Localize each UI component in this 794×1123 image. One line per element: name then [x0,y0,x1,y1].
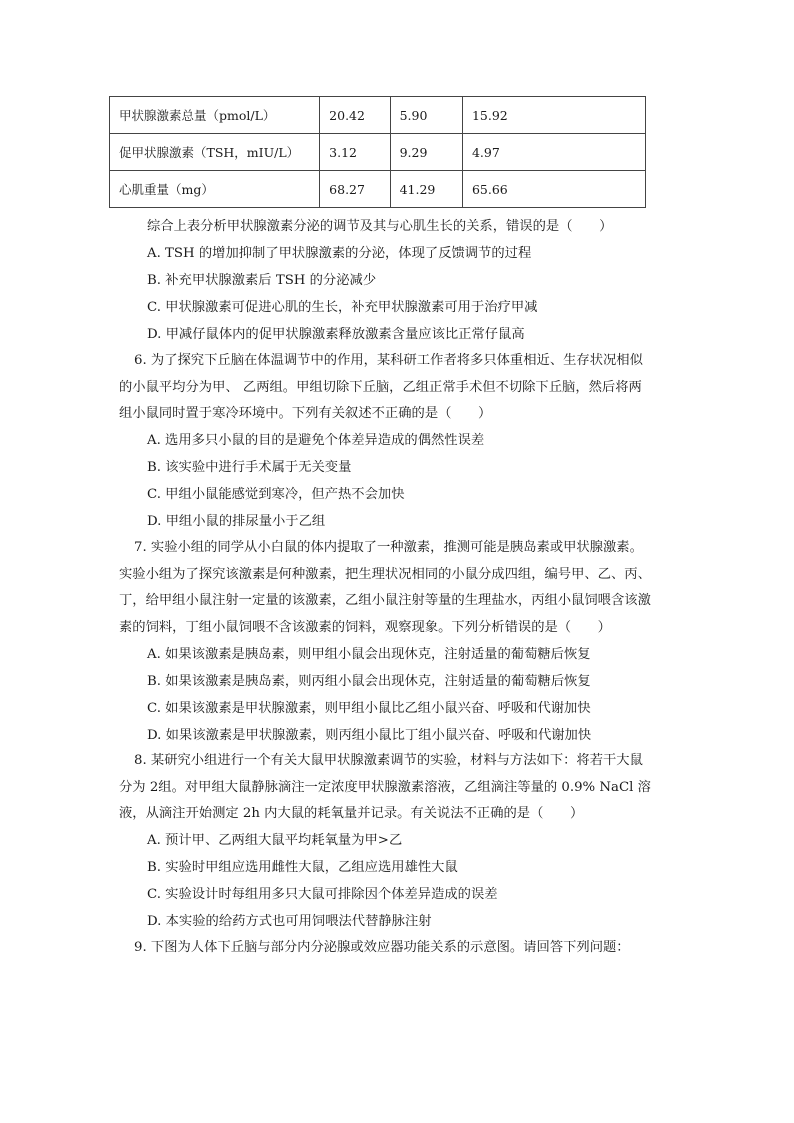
q7-option-d: D. 如果该激素是甲状腺激素，则丙组小鼠比丁组小鼠兴奋、呼吸和代谢加快 [147,728,592,743]
q6-option-a: A. 选用多只小鼠的目的是避免个体差异造成的偶然性误差 [147,433,485,448]
table-cell: 5.90 [390,97,462,134]
q6-stem-line-3: 组小鼠同时置于寒冷环境中。下列有关叙述不正确的是（ ） [119,406,492,421]
q7-stem-line-3: 丁，给甲组小鼠注射一定量的该激素，乙组小鼠注射等量的生理盐水，丙组小鼠饲喂含该激 [119,593,651,608]
q5-option-c: C. 甲状腺激素可促进心肌的生长，补充甲状腺激素可用于治疗甲减 [147,300,538,315]
table-cell: 20.42 [320,97,390,134]
table-cell: 3.12 [320,134,390,171]
row-label: 心肌重量（mg） [110,171,320,208]
table-row [110,134,646,171]
q7-option-b: B. 如果该激素是胰岛素，则丙组小鼠会出现休克，注射适量的葡萄糖后恢复 [147,674,591,689]
q7-stem-line-2: 实验小组为了探究该激素是何种激素，把生理状况相同的小鼠分成四组，编号甲、乙、丙、 [119,567,651,582]
table-cell: 9.29 [390,134,462,171]
q5-stem: 综合上表分析甲状腺激素分泌的调节及其与心肌生长的关系，错误的是（ ） [147,219,613,234]
row-label: 甲状腺激素总量（pmol/L） [110,97,320,134]
q8-stem-line-3: 液，从滴注开始测定 2h 内大鼠的耗氧量并记录。有关说法不正确的是（ ） [119,806,584,821]
q7-stem-line-4: 素的饲料，丁组小鼠饲喂不含该激素的饲料，观察现象。下列分析错误的是（ ） [119,620,611,635]
q8-option-d: D. 本实验的给药方式也可用饲喂法代替静脉注射 [147,914,432,929]
q8-option-a: A. 预计甲、乙两组大鼠平均耗氧量为甲>乙 [147,833,403,848]
q8-stem-line-1: 8. 某研究小组进行一个有关大鼠甲状腺激素调节的实验，材料与方法如下：将若干大鼠 [134,753,643,768]
q8-option-c: C. 实验设计时每组用多只大鼠可排除因个体差异造成的误差 [147,887,498,902]
q5-option-d: D. 甲减仔鼠体内的促甲状腺激素释放激素含量应该比正常仔鼠高 [147,327,525,342]
row-label: 促甲状腺激素（TSH，mIU/L） [110,134,320,171]
q9-stem: 9. 下图为人体下丘脑与部分内分泌腺或效应器功能关系的示意图。请回答下列问题： [134,940,630,955]
table-cell: 65.66 [462,171,645,208]
q6-option-d: D. 甲组小鼠的排尿量小于乙组 [147,514,326,529]
table-cell: 68.27 [320,171,390,208]
table-cell: 4.97 [462,134,645,171]
q5-option-b: B. 补充甲状腺激素后 TSH 的分泌减少 [147,273,377,288]
q6-option-c: C. 甲组小鼠能感觉到寒冷，但产热不会加快 [147,487,405,502]
q6-stem-line-2: 的小鼠平均分为甲、 乙两组。甲组切除下丘脑，乙组正常手术但不切除下丘脑，然后将两 [119,380,642,395]
hormone-data-table [109,96,646,208]
q8-option-b: B. 实验时甲组应选用雌性大鼠，乙组应选用雄性大鼠 [147,860,458,875]
q8-stem-line-2: 分为 2组。对甲组大鼠静脉滴注一定浓度甲状腺激素溶液，乙组滴注等量的 0.9% NaCl 溶 [119,780,651,795]
q5-option-a: A. TSH 的增加抑制了甲状腺激素的分泌，体现了反馈调节的过程 [147,246,532,261]
q7-option-a: A. 如果该激素是胰岛素，则甲组小鼠会出现休克，注射适量的葡萄糖后恢复 [147,647,591,662]
q6-option-b: B. 该实验中进行手术属于无关变量 [147,460,352,475]
table-row [110,97,646,134]
table-row [110,171,646,208]
q7-stem-line-1: 7. 实验小组的同学从小白鼠的体内提取了一种激素，推测可能是胰岛素或甲状腺激素。 [134,540,643,555]
table-cell: 41.29 [390,171,462,208]
table-cell: 15.92 [462,97,645,134]
q6-stem-line-1: 6. 为了探究下丘脑在体温调节中的作用，某科研工作者将多只体重相近、生存状况相似 [134,353,643,368]
q7-option-c: C. 如果该激素是甲状腺激素，则甲组小鼠比乙组小鼠兴奋、呼吸和代谢加快 [147,701,591,716]
